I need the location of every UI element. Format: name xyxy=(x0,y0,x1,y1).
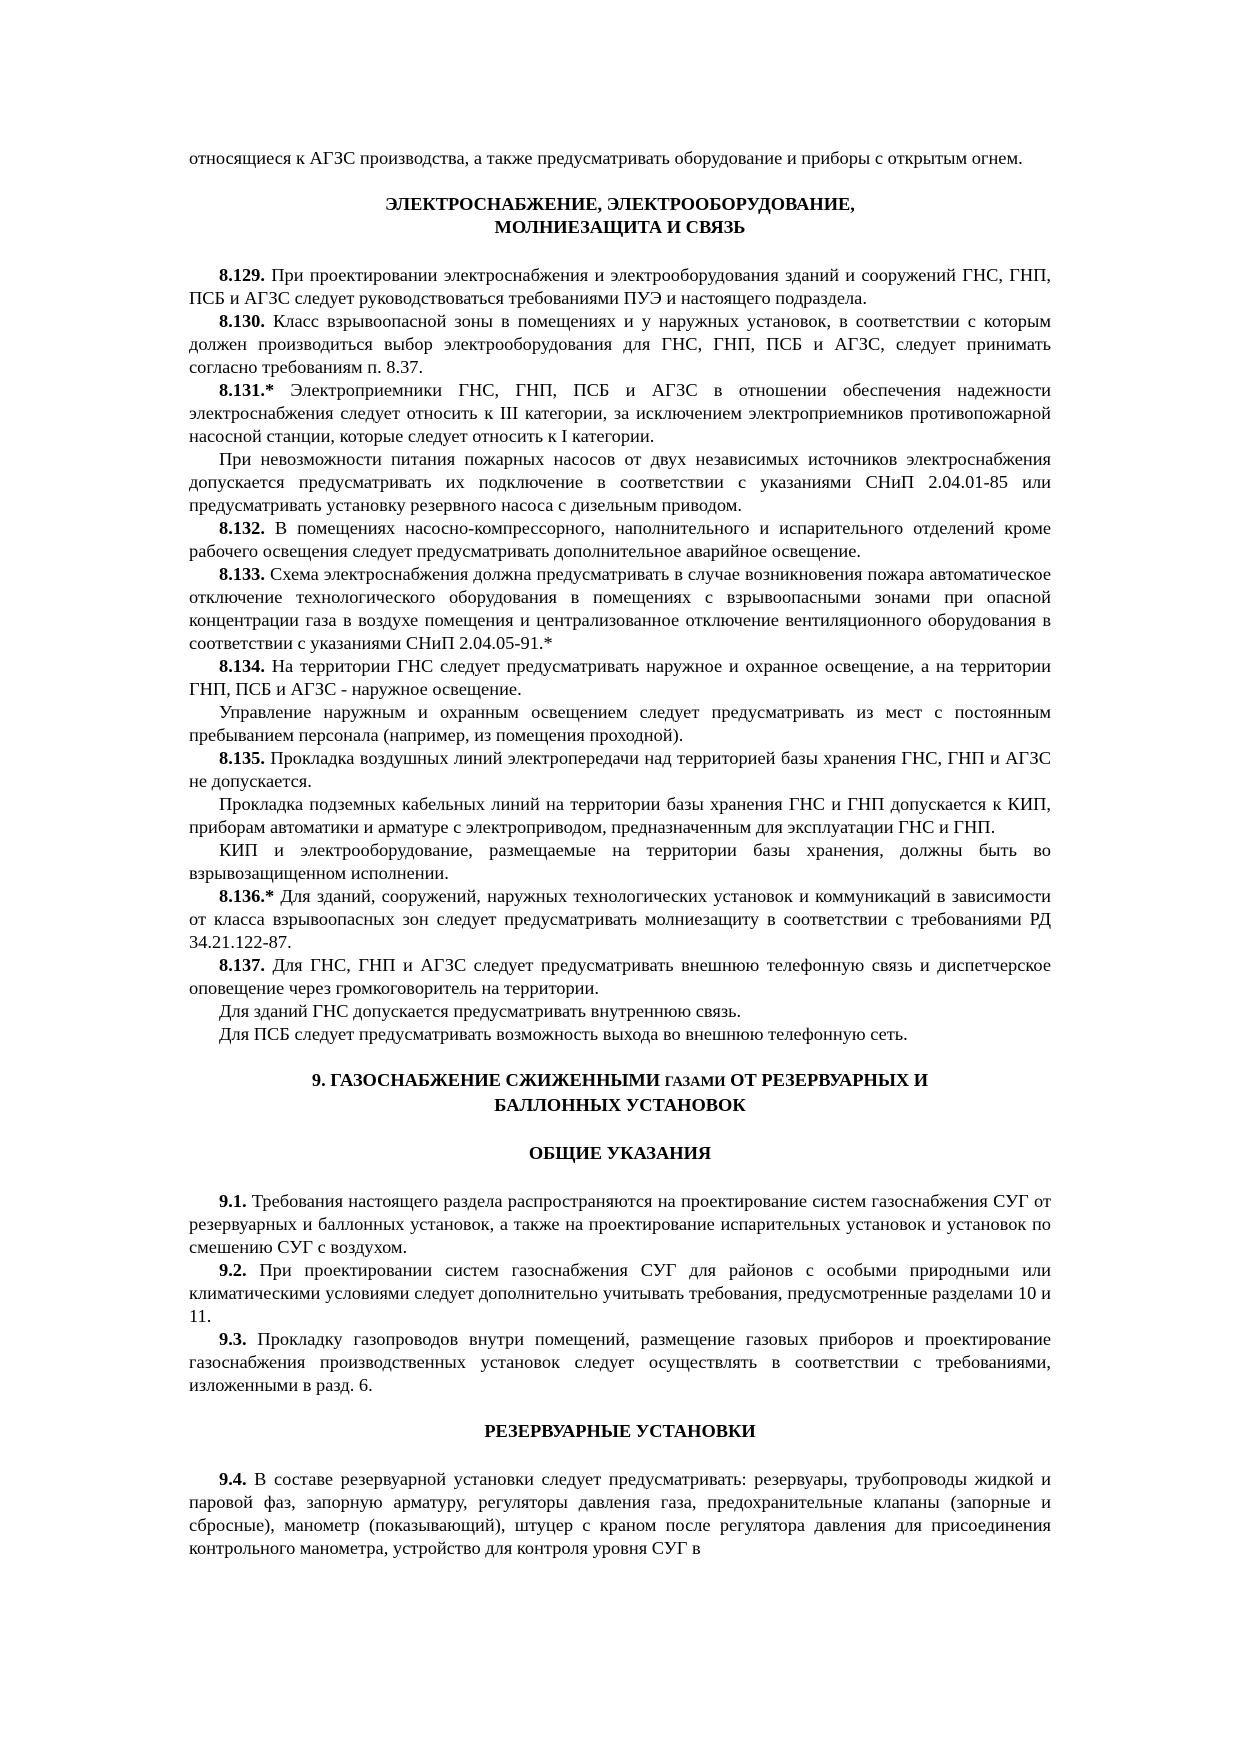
paragraph-text: При проектировании систем газоснабжения СУГ для районов с особыми природными или климатическими условиями следует дополнительно учитывать требования, предусмотренные разделами 10 и 11. xyxy=(189,1260,1051,1326)
paragraph-text: При невозможности питания пожарных насосов от двух независимых источников электроснабжения допускается предусматривать их подключение в соответствии с указаниями СНиП 2.04.01-85 или предусматривать установку резервного насоса с дизельным приводом. xyxy=(189,449,1051,515)
paragraph xyxy=(189,563,1051,655)
paragraph-text: В составе резервуарной установки следует предусматривать: резервуары, трубопроводы жидкой и паровой фаз, запорную арматуру, регуляторы давления газа, предохранительные клапаны (запорные и сбросные), манометр (показывающий), штуцер с краном после регулятора давления для присоединения контрольного манометра, устройство для контроля уровня СУГ в xyxy=(189,1469,1051,1558)
heading-line xyxy=(189,1069,1051,1094)
paragraph xyxy=(189,448,1051,517)
subheading-tanks: РЕЗЕРВУАРНЫЕ УСТАНОВКИ xyxy=(484,1421,756,1441)
paragraph-text: Класс взрывоопасной зоны в помещениях и у наружных установок, в соответствии с которым должен производиться выбор электрооборудования для ГНС, ГНП, ПСБ и АГЗС, следует принимать согласно требованиям п. 8.37. xyxy=(189,311,1051,377)
paragraph-text: Для зданий, сооружений, наружных технологических установок и коммуникаций в зависимости от класса взрывоопасных зон следует предусматривать молниезащиту в соответствии с требованиями РД 34.21.122-87. xyxy=(189,886,1051,952)
paragraph xyxy=(189,310,1051,379)
paragraph-text: Для ГНС, ГНП и АГЗС следует предусматривать внешнюю телефонную связь и диспетчерское оповещение через громкоговоритель на территории. xyxy=(189,955,1051,998)
paragraph-text: На территории ГНС следует предусматривать наружное и охранное освещение, а на территории ГНП, ПСБ и АГЗС - наружное освещение. xyxy=(189,656,1051,699)
paragraph xyxy=(189,1259,1051,1328)
intro-paragraph: относящиеся к АГЗС производства, а также предусматривать оборудование и приборы с открытым огнем. xyxy=(189,148,1023,168)
clause-number: 8.136.* xyxy=(219,886,275,906)
clause-number: 8.131.* xyxy=(219,380,275,400)
paragraph xyxy=(189,701,1051,747)
subheading-general: ОБЩИЕ УКАЗАНИЯ xyxy=(528,1143,712,1163)
paragraph-text: Схема электроснабжения должна предусматривать в случае возникновения пожара автоматическое отключение технологического оборудования в помещениях с взрывоопасными зонами при опасной концентрации газа в воздухе помещения и централизованное отключение вентиляционного оборудования в соответствии с указаниями СНиП 2.04.05-91.* xyxy=(189,564,1051,653)
paragraph xyxy=(189,264,1051,310)
paragraph xyxy=(189,839,1051,885)
paragraph-text: Прокладка воздушных линий электропередачи над территорией базы хранения ГНС, ГНП и АГЗС не допускается. xyxy=(189,748,1051,791)
clause-number: 8.135. xyxy=(219,748,265,768)
heading-line: БАЛЛОННЫХ УСТАНОВОК xyxy=(494,1095,746,1115)
clause-number: 9.3. xyxy=(219,1329,247,1349)
paragraph-text: Для зданий ГНС допускается предусматривать внутреннюю связь. xyxy=(219,1001,742,1021)
paragraph xyxy=(189,1023,1051,1046)
paragraph-text: КИП и электрооборудование, размещаемые на территории базы хранения, должны быть во взрывозащищенном исполнении. xyxy=(189,840,1051,883)
paragraph xyxy=(189,1000,1051,1023)
paragraph-text: Прокладку газопроводов внутри помещений, размещение газовых приборов и проектирование газоснабжения производственных установок следует осуществлять в соответствии с требованиями, изложенными в разд. 6. xyxy=(189,1329,1051,1395)
electro-paragraphs xyxy=(189,264,1051,1046)
paragraph xyxy=(189,1468,1051,1560)
clause-number: 8.133. xyxy=(219,564,265,584)
section-heading-9 xyxy=(189,1069,1051,1117)
heading-line: МОЛНИЕЗАЩИТА И СВЯЗЬ xyxy=(494,217,746,237)
clause-number: 9.1. xyxy=(219,1191,247,1211)
paragraph xyxy=(189,1190,1051,1259)
document-page xyxy=(189,147,1051,1560)
paragraph xyxy=(189,517,1051,563)
paragraph xyxy=(189,793,1051,839)
paragraph-text: Для ПСБ следует предусматривать возможность выхода во внешнюю телефонную сеть. xyxy=(219,1024,908,1044)
clause-number: 8.129. xyxy=(219,265,265,285)
general-paragraphs xyxy=(189,1190,1051,1397)
clause-number: 8.132. xyxy=(219,518,265,538)
paragraph xyxy=(189,1328,1051,1397)
heading-part: 9. ГАЗОСНАБЖЕНИЕ СЖИЖЕННЫМИ xyxy=(311,1070,665,1090)
paragraph-text: При проектировании электроснабжения и электрооборудования зданий и сооружений ГНС, ГНП, ПСБ и АГЗС следует руководствоваться требованиями ПУЭ и настоящего подраздела. xyxy=(189,265,1051,308)
paragraph xyxy=(189,747,1051,793)
clause-number: 9.2. xyxy=(219,1260,247,1280)
paragraph-text: Электроприемники ГНС, ГНП, ПСБ и АГЗС в отношении обеспечения надежности электроснабжения следует относить к III категории, за исключением электроприемников противопожарной насосной станции, которые следует относить к I категории. xyxy=(189,380,1051,446)
section-heading-electro xyxy=(189,193,1051,239)
paragraph xyxy=(189,954,1051,1000)
heading-line: ЭЛЕКТРОСНАБЖЕНИЕ, ЭЛЕКТРООБОРУДОВАНИЕ, xyxy=(385,194,855,214)
clause-number: 8.137. xyxy=(219,955,265,975)
paragraph xyxy=(189,655,1051,701)
clause-number: 9.4. xyxy=(219,1469,247,1489)
clause-number: 8.134. xyxy=(219,656,265,676)
tank-paragraphs xyxy=(189,1468,1051,1560)
clause-number: 8.130. xyxy=(219,311,265,331)
paragraph-text: Управление наружным и охранным освещением следует предусматривать из мест с постоянным пребыванием персонала (например, из помещения проходной). xyxy=(189,702,1051,745)
heading-small-caps: ГАЗАМИ xyxy=(664,1074,726,1090)
paragraph xyxy=(189,379,1051,448)
paragraph xyxy=(189,885,1051,954)
paragraph-text: В помещениях насосно-компрессорного, наполнительного и испарительного отделений кроме рабочего освещения следует предусматривать дополнительное аварийное освещение. xyxy=(189,518,1051,561)
heading-part: ОТ РЕЗЕРВУАРНЫХ И xyxy=(725,1070,929,1090)
paragraph-text: Требования настоящего раздела распространяются на проектирование систем газоснабжения СУГ от резервуарных и баллонных установок, а также на проектирование испарительных установок и установок по смешению СУГ с воздухом. xyxy=(189,1191,1051,1257)
paragraph-text: Прокладка подземных кабельных линий на территории базы хранения ГНС и ГНП допускается к КИП, приборам автоматики и арматуре с электроприводом, предназначенным для эксплуатации ГНС и ГНП. xyxy=(189,794,1051,837)
